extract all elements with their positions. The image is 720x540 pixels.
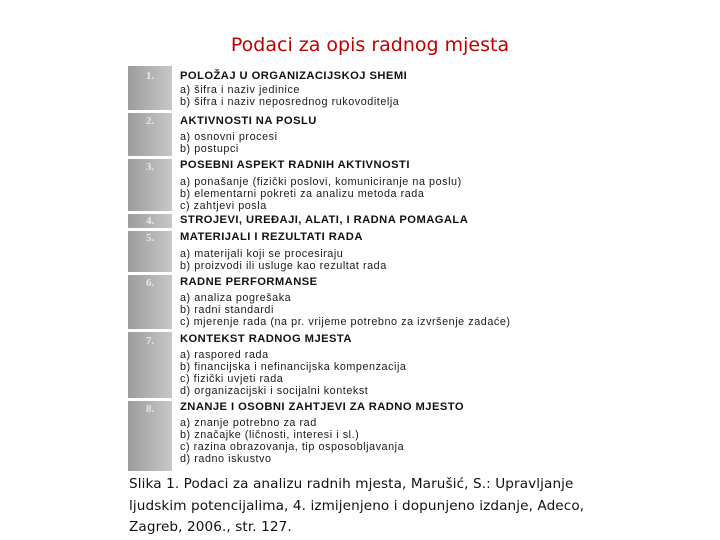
section-item: b) šifra i naziv neposrednog rukovoditelja: [180, 96, 400, 108]
section-item: b) radni standardi: [180, 304, 274, 316]
section-heading: ZNANJE I OSOBNI ZAHTJEVI ZA RADNO MJESTO: [180, 401, 465, 413]
section-number: 8.: [146, 403, 155, 415]
section-item: c) mjerenje rada (na pr. vrijeme potrebno za izvršenje zadaće): [180, 316, 511, 328]
section-item: b) elementarni pokreti za analizu metoda rada: [180, 188, 425, 200]
section-item: b) financijska i nefinancijska kompenzacija: [180, 361, 407, 373]
section-item: a) znanje potrebno za rad: [180, 417, 317, 429]
divider: [128, 228, 172, 231]
section-item: b) značajke (ličnosti, interesi i sl.): [180, 429, 360, 441]
section-item: a) materijali koji se procesiraju: [180, 248, 344, 260]
section-heading: RADNE PERFORMANSE: [180, 276, 318, 288]
section-item: c) fizički uvjeti rada: [180, 373, 284, 385]
section-item: a) osnovni procesi: [180, 131, 278, 143]
section-heading: KONTEKST RADNOG MJESTA: [180, 333, 352, 345]
section-number: 7.: [146, 335, 155, 347]
section-number: 4.: [146, 215, 155, 227]
section-number: 3.: [146, 161, 155, 173]
section-number: 5.: [146, 232, 155, 244]
section-item: d) radno iskustvo: [180, 453, 272, 465]
section-number: 1.: [146, 70, 155, 82]
divider: [128, 211, 172, 214]
divider: [128, 156, 172, 159]
section-heading: AKTIVNOSTI NA POSLU: [180, 115, 317, 127]
section-item: a) analiza pogrešaka: [180, 292, 292, 304]
divider: [128, 398, 172, 401]
divider: [128, 329, 172, 332]
section-number: 2.: [146, 115, 155, 127]
page-title: Podaci za opis radnog mjesta: [230, 34, 510, 56]
section-number: 6.: [146, 277, 155, 289]
divider: [128, 272, 172, 275]
section-item: b) postupci: [180, 143, 239, 155]
section-heading: MATERIJALI I REZULTATI RADA: [180, 231, 363, 243]
section-item: a) ponašanje (fizički poslovi, komuniciranje na poslu): [180, 176, 462, 188]
section-item: a) raspored rada: [180, 349, 269, 361]
section-item: a) šifra i naziv jedinice: [180, 84, 300, 96]
section-item: d) organizacijski i socijalni kontekst: [180, 385, 369, 397]
section-item: c) zahtjevi posla: [180, 200, 267, 212]
section-heading: STROJEVI, UREĐAJI, ALATI, I RADNA POMAGALA: [180, 214, 469, 226]
section-item: c) razina obrazovanja, tip osposobljavanja: [180, 441, 405, 453]
divider: [128, 110, 172, 113]
figure-caption: Slika 1. Podaci za analizu radnih mjesta, Marušić, S.: Upravljanje ljudskim potencijalima, 4. izmijenjeno i dopunjeno izdanje, Adeco, Zagreb, 2006., str. 127.: [129, 476, 585, 535]
section-item: b) proizvodi ili usluge kao rezultat rada: [180, 260, 387, 272]
section-heading: POLOŽAJ U ORGANIZACIJSKOJ SHEMI: [180, 70, 408, 82]
section-heading: POSEBNI ASPEKT RADNIH AKTIVNOSTI: [180, 159, 410, 171]
scanned-form: [128, 66, 618, 471]
